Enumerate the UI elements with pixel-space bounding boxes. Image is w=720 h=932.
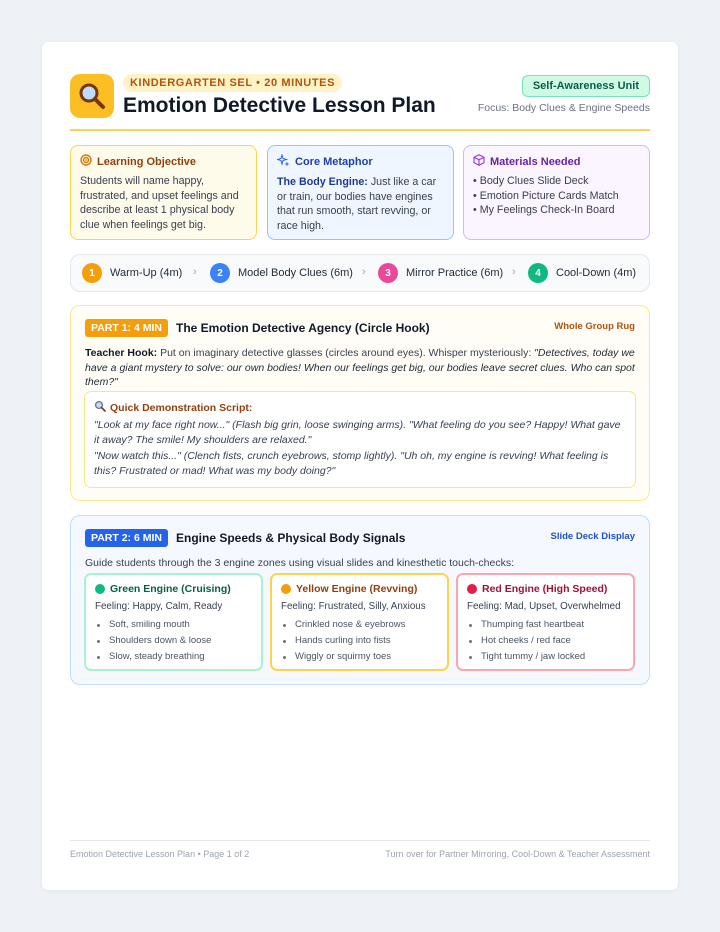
step-number: 4 [528,263,548,283]
learning-objective-heading [80,154,247,169]
core-metaphor-body: Just like a car or train, our bodies have engines that run smooth, start revving, or race high. [277,176,437,232]
learning-objective-text: Students will name happy, frustrated, and upset feelings and describe at least 1 physical body clue when feelings get big. [80,175,239,231]
core-metaphor-title: Core Metaphor [295,156,373,168]
part-2-guide: Guide students through the 3 engine zones using visual slides and kinesthetic touch-checks: [85,557,515,569]
unit-badge: Self-Awareness Unit [522,75,650,97]
script-line: "Now watch this..." (Clench fists, crunch eyebrows, stomp lightly). "Uh oh, my engine is revving! What feeling is this? Frustrated or mad! What was my body doing?" [94,450,609,477]
script-line: "Look at my face right now..." (Flash big grin, loose swinging arms). "What feeling do you see? Happy! What gave it away? The smile! My shoulders are relaxed." [94,419,621,446]
header-divider [70,129,650,131]
zone-feeling: Feeling: Frustrated, Silly, Anxious [281,601,426,612]
teacher-hook-quote: "Detectives, today we have a giant mystery to solve: our own bodies! When our feelings get big, our bodies leave secret clues. Who can spot them?" [85,347,635,388]
part-2-section [70,515,650,685]
footer-page-info: Emotion Detective Lesson Plan • Page 1 of 2 [70,849,250,859]
timeline-step-cool-down [528,263,636,283]
zone-signals [281,617,438,665]
part-1-title: The Emotion Detective Agency (Circle Hook) [175,321,430,335]
red-engine-card [456,573,635,671]
part-1-badge: PART 1: 4 MIN [85,319,168,337]
timeline-step-mirror-practice [378,263,503,283]
materials-title: Materials Needed [490,155,581,168]
list-item: Thumping fast heartbeat [467,617,624,633]
part-2-header [85,528,635,548]
step-number: 1 [82,263,102,283]
focus-label: Focus: Body Clues & Engine Speeds [477,102,650,114]
sparkles-icon [277,154,290,170]
chevron-right-icon: › [362,266,366,278]
zone-signals [95,617,252,665]
list-item: Hot cheeks / red face [467,633,624,649]
chevron-right-icon: › [512,266,516,278]
magnifying-glass-icon [70,74,114,118]
timeline-step-warm-up [82,263,182,283]
part-2-title: Engine Speeds & Physical Body Signals [175,531,406,545]
footer-continuation-note: Turn over for Partner Mirroring, Cool-Down & Teacher Assessment [385,849,650,859]
list-item: Crinkled nose & eyebrows [281,617,438,633]
green-engine-card [84,573,263,671]
page-title: Emotion Detective Lesson Plan [123,94,436,117]
list-item: Shoulders down & loose [95,633,252,649]
demonstration-script-title: Quick Demonstration Script: [110,401,253,414]
learning-objective-title: Learning Objective [97,155,197,168]
demonstration-script-box [84,391,636,488]
step-label: Model Body Clues (6m) [238,267,353,279]
step-label: Warm-Up (4m) [110,267,183,279]
step-number: 3 [378,263,398,283]
zone-title: Green Engine (Cruising) [110,583,231,595]
materials-list [473,174,640,218]
list-item: • Body Clues Slide Deck [473,174,640,189]
core-metaphor-card [267,145,454,240]
list-item: Wiggly or squirmy toes [281,649,438,665]
core-metaphor-heading [277,154,444,170]
timeline-step-model-body-clues [210,263,353,283]
materials-heading [473,154,640,169]
teacher-hook [85,346,635,390]
teacher-hook-lead: Teacher Hook: [85,347,158,359]
zone-feeling: Feeling: Happy, Calm, Ready [95,601,223,612]
red-dot-icon [467,584,477,594]
part-2-setting: Slide Deck Display [550,531,635,542]
list-item: Soft, smiling mouth [95,617,252,633]
footer-divider [70,840,650,841]
demonstration-script-heading [94,400,626,415]
green-dot-icon [95,584,105,594]
zone-heading [95,583,252,595]
yellow-engine-card [270,573,449,671]
list-item: • Emotion Picture Cards Match [473,189,640,204]
part-1-section [70,305,650,501]
core-metaphor-lead: The Body Engine: [277,176,368,188]
teacher-hook-text: Put on imaginary detective glasses (circles around eyes). Whisper mysteriously: [157,347,535,359]
yellow-dot-icon [281,584,291,594]
step-number: 2 [210,263,230,283]
chevron-right-icon: › [193,266,197,278]
lesson-timeline [70,254,650,292]
step-label: Mirror Practice (6m) [406,267,504,279]
header [70,72,650,130]
zone-title: Red Engine (High Speed) [482,583,608,595]
zone-heading [281,583,438,595]
part-1-header [85,318,635,338]
target-icon [80,154,92,169]
part-1-setting: Whole Group Rug [554,321,635,332]
grade-duration-label: KINDERGARTEN SEL • 20 MINUTES [123,74,342,92]
list-item: Hands curling into fists [281,633,438,649]
zone-signals [467,617,624,665]
list-item: Tight tummy / jaw locked [467,649,624,665]
part-2-badge: PART 2: 6 MIN [85,529,168,547]
lesson-plan-page [42,42,678,890]
list-item: Slow, steady breathing [95,649,252,665]
step-label: Cool-Down (4m) [556,267,637,279]
magnifying-glass-icon [94,400,106,415]
zone-feeling: Feeling: Mad, Upset, Overwhelmed [467,601,621,612]
list-item: • My Feelings Check-In Board [473,203,640,218]
zone-heading [467,583,624,595]
zone-title: Yellow Engine (Revving) [296,583,418,595]
learning-objective-card [70,145,257,240]
box-icon [473,154,485,169]
core-metaphor-text [277,175,444,233]
materials-card [463,145,650,240]
